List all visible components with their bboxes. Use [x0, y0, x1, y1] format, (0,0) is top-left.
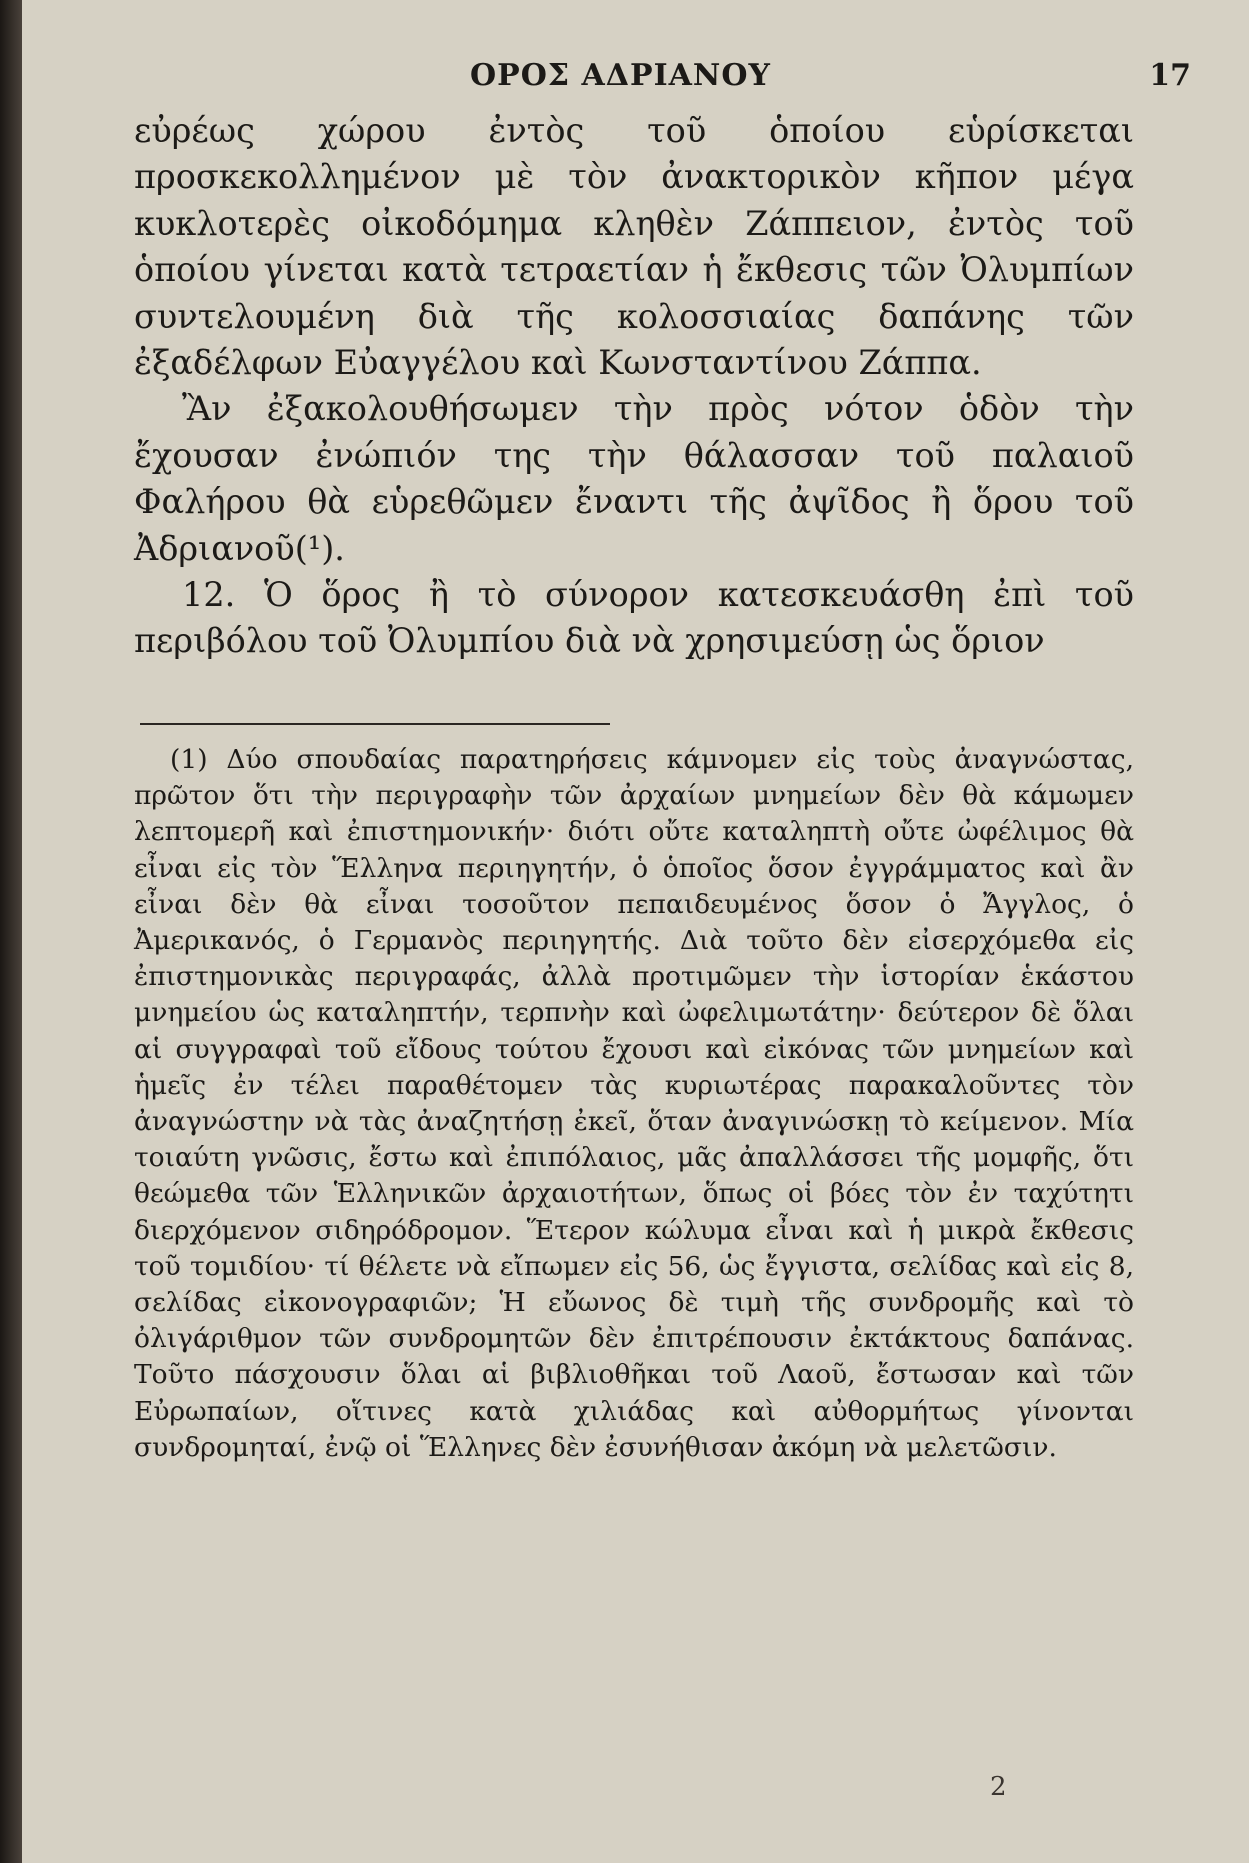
footnote-divider: [140, 723, 610, 725]
paragraph: Ἂν ἐξακολουθήσωμεν τὴν πρὸς νότον ὁδὸν τὴν ἔχουσαν ἐνώπιόν της τὴν θάλασσαν τοῦ παλαιοῦ Φαλήρου θὰ εὑρεθῶμεν ἔναντι τῆς ἀψῖδος ἢ ὅρου τοῦ Ἀδριανοῦ(¹).: [134, 389, 1134, 568]
book-page: [22, 0, 1249, 1863]
running-title: ΟΡΟΣ ΑΔΡΙΑΝΟΥ: [470, 58, 771, 93]
footnote: [134, 742, 1134, 1466]
printer-signature-mark: 2: [990, 1772, 1007, 1802]
paragraph: 12. Ὁ ὅρος ἢ τὸ σύνορον κατεσκευάσθη ἐπὶ τοῦ περιβόλου τοῦ Ὀλυμπίου διὰ νὰ χρησιμεύσῃ ὡς ὅριον: [134, 575, 1134, 661]
footnote-text: (1) Δύο σπουδαίας παρατηρήσεις κάμνομεν εἰς τοὺς ἀναγνώστας, πρῶτον ὅτι τὴν περιγραφὴν τῶν ἀρχαίων μνημείων δὲν θὰ κάμωμεν λεπτομερῆ καὶ ἐπιστημονικήν· διότι οὔτε καταληπτὴ οὔτε ὠφέλιμος θὰ εἶναι εἰς τὸν Ἕλληνα περιηγητήν, ὁ ὁποῖος ὅσον ἐγγράμματος καὶ ἂν εἶναι δὲν θὰ εἶναι τοσοῦτον πεπαιδευμένος ὅσον ὁ Ἄγγλος, ὁ Ἀμερικανός, ὁ Γερμανὸς περιηγητής. Διὰ τοῦτο δὲν εἰσερχόμεθα εἰς ἐπιστημονικὰς περιγραφάς, ἀλλὰ προτιμῶμεν τὴν ἱστορίαν ἑκάστου μνημείου ὡς καταληπτήν, τερπνὴν καὶ ὠφελιμωτάτην· δεύτερον δὲ ὅλαι αἱ συγγραφαὶ τοῦ εἴδους τούτου ἔχουσι καὶ εἰκόνας τῶν μνημείων καὶ ἡμεῖς ἐν τέλει παραθέτομεν τὰς κυριωτέρας παρακαλοῦντες τὸν ἀναγνώστην νὰ τὰς ἀναζητήσῃ ἐκεῖ, ὅταν ἀναγινώσκῃ τὸ κείμενον. Μία τοιαύτη γνῶσις, ἔστω καὶ ἐπιπόλαιος, μᾶς ἀπαλλάσσει τῆς μομφῆς, ὅτι θεώμεθα τῶν Ἑλληνικῶν ἀρχαιοτήτων, ὅπως οἱ βόες τὸν ἐν ταχύτητι διερχόμενον σιδηρόδρομον. Ἕτερον κώλυμα εἶναι καὶ ἡ μικρὰ ἔκθεσις τοῦ τομιδίου· τί θέλετε νὰ εἴπωμεν εἰς 56, ὡς ἔγγιστα, σελίδας καὶ εἰς 8, σελίδας εἰκονογραφιῶν; Ἡ εὔωνος δὲ τιμὴ τῆς συνδρομῆς καὶ τὸ ὀλιγάριθμον τῶν συνδρομητῶν δὲν ἐπιτρέπουσιν ἐκτάκτους δαπάνας. Τοῦτο πάσχουσιν ὅλαι αἱ βιβλιοθῆκαι τοῦ Λαοῦ, ἔστωσαν καὶ τῶν Εὐρωπαίων, οἵτινες κατὰ χιλιάδας καὶ αὐθορμήτως γίνονται συνδρομηταί, ἐνῷ οἱ Ἕλληνες δὲν ἐσυνήθισαν ἀκόμη νὰ μελετῶσιν.: [134, 744, 1134, 1463]
main-text: [134, 108, 1134, 665]
book-spine-shadow: [0, 0, 22, 1863]
page-number: 17: [1149, 58, 1191, 93]
page-header: [22, 58, 1249, 98]
paragraph: εὐρέως χώρου ἐντὸς τοῦ ὁποίου εὑρίσκεται προσκεκολλημένον μὲ τὸν ἀνακτορικὸν κῆπον μέγα κυκλοτερὲς οἰκοδόμημα κληθὲν Ζάππειον, ἐντὸς τοῦ ὁποίου γίνεται κατὰ τετραετίαν ἡ ἔκθεσις τῶν Ὀλυμπίων συντελουμένη διὰ τῆς κολοσσιαίας δαπάνης τῶν ἐξαδέλφων Εὐαγγέλου καὶ Κωνσταντίνου Ζάππα.: [134, 111, 1134, 383]
